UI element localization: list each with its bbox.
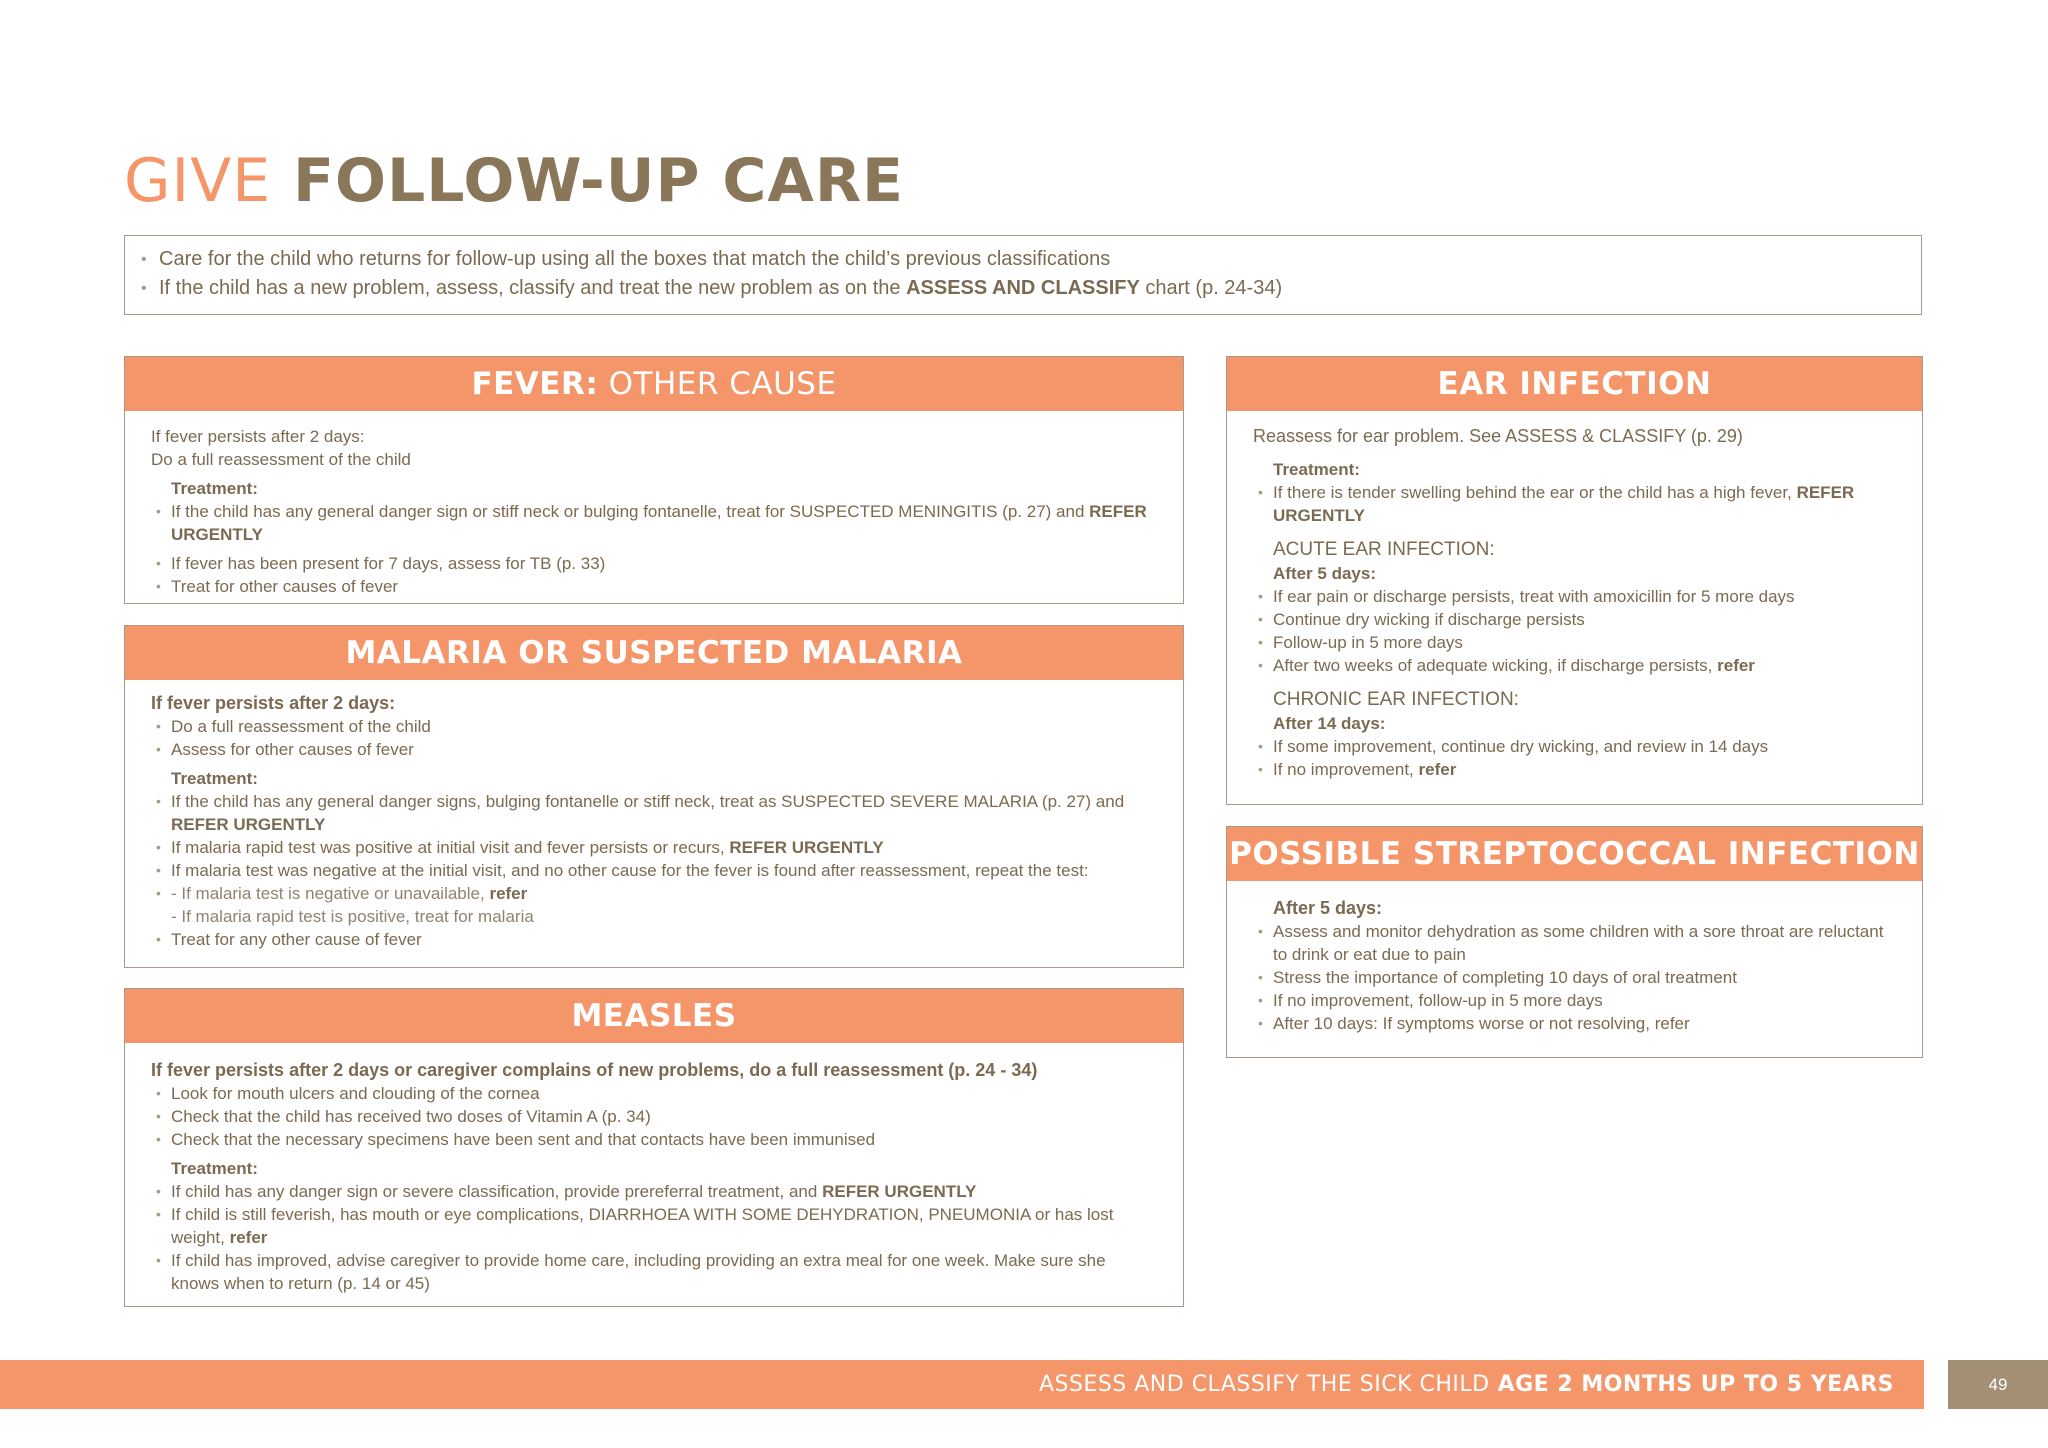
ear-acute-3: • Follow-up in 5 more days [1253, 631, 1896, 654]
measles-panel-header [125, 989, 1183, 1043]
ear-chronic-2-text: If no improvement, [1273, 760, 1414, 779]
ear-acute-2: • Continue dry wicking if discharge persists [1253, 608, 1896, 631]
ear-infection-panel-header [1227, 357, 1922, 411]
ear-chronic-2 [1253, 758, 1896, 781]
ear-chronic-1: • If some improvement, continue dry wicking, and review in 14 days [1253, 735, 1896, 758]
measles-header-text: MEASLES [571, 998, 737, 1034]
strep-infection-panel-header [1227, 827, 1922, 881]
malaria-treatment-2-bold: REFER URGENTLY [729, 838, 884, 857]
strep-infection-panel [1226, 826, 1923, 1058]
fever-panel-body [125, 411, 1183, 598]
strep-item-2: • Stress the importance of completing 10 days of oral treatment [1253, 966, 1896, 989]
malaria-treatment-4-text: - If malaria test is negative or unavailable, [171, 884, 485, 903]
measles-lead: If fever persists after 2 days or caregiver complains of new problems, do a full reassessment (p. 24 - 34) [151, 1060, 1038, 1080]
malaria-lead: If fever persists after 2 days: [151, 693, 396, 713]
fever-panel [124, 356, 1184, 604]
ear-acute-4-text: After two weeks of adequate wicking, if discharge persists, [1273, 656, 1713, 675]
intro-item-2-text: If the child has a new problem, assess, classify and treat the new problem as on the [159, 277, 901, 299]
page-title [124, 143, 904, 219]
ear-treatment-1-text: If there is tender swelling behind the ear or the child has a high fever, [1273, 483, 1792, 502]
malaria-panel-header [125, 626, 1183, 680]
intro-item-2-post: chart (p. 24-34) [1145, 277, 1283, 299]
intro-box [124, 235, 1922, 315]
malaria-panel-body [125, 680, 1183, 951]
ear-acute-list [1253, 585, 1896, 677]
measles-treatment-list [151, 1180, 1157, 1295]
malaria-assess-2: • Assess for other causes of fever [151, 738, 1157, 761]
malaria-treatment-2-text: If malaria rapid test was positive at initial visit and fever persists or recurs, [171, 838, 725, 857]
fever-treatment-1-bold: REFER URGENTLY [171, 502, 1147, 544]
ear-acute-1: • If ear pain or discharge persists, treat with amoxicillin for 5 more days [1253, 585, 1896, 608]
ear-chronic-list [1253, 735, 1896, 781]
ear-chronic-2-bold: refer [1418, 760, 1457, 779]
ear-acute-after: After 5 days: [1273, 564, 1376, 583]
malaria-treatment-4-bold: refer [489, 884, 528, 903]
strep-item-1: • Assess and monitor dehydration as some children with a sore throat are reluctant to drink or eat due to pain [1253, 920, 1896, 966]
ear-treatment-1-bold: REFER URGENTLY [1273, 483, 1855, 525]
malaria-header-text: MALARIA OR SUSPECTED MALARIA [345, 635, 963, 671]
measles-treatment-1-text: If child has any danger sign or severe classification, provide prereferral treatment, and [171, 1182, 818, 1201]
fever-treatment-list [151, 500, 1157, 598]
ear-acute-4-bold: refer [1717, 656, 1755, 675]
fever-header-bold: FEVER: [471, 366, 599, 402]
malaria-assess-1: • Do a full reassessment of the child [151, 715, 1157, 738]
measles-panel-body [125, 1043, 1183, 1295]
measles-treatment-2 [151, 1203, 1157, 1249]
malaria-treatment-1 [151, 790, 1157, 836]
fever-treatment-2: • If fever has been present for 7 days, assess for TB (p. 33) [151, 552, 1157, 575]
ear-acute-4 [1253, 654, 1896, 677]
measles-treatment-2-text: If child is still feverish, has mouth or eye complications, DIARRHOEA WITH SOME DEHYDRATION, PNEUMONIA or has lost weight, [171, 1205, 1114, 1247]
ear-chronic-heading: CHRONIC EAR INFECTION: [1273, 689, 1519, 710]
measles-assess-1: • Look for mouth ulcers and clouding of the cornea [151, 1082, 1157, 1105]
ear-chronic-after: After 14 days: [1273, 714, 1386, 733]
intro-item-2-bold: ASSESS AND CLASSIFY [906, 277, 1140, 299]
measles-treatment-label: Treatment: [171, 1159, 258, 1178]
measles-assess-3: • Check that the necessary specimens have been sent and that contacts have been immunised [151, 1128, 1157, 1151]
measles-treatment-2-bold: refer [229, 1228, 268, 1247]
strep-item-3: • If no improvement, follow-up in 5 more days [1253, 989, 1896, 1012]
strep-header-text: POSSIBLE STREPTOCOCCAL INFECTION [1229, 836, 1920, 872]
measles-panel [124, 988, 1184, 1307]
fever-treatment-1-text: If the child has any general danger sign or stiff neck or bulging fontanelle, treat for SUSPECTED MENINGITIS (p. 27) and [171, 502, 1085, 521]
fever-line-1: If fever persists after 2 days: [151, 427, 365, 446]
measles-treatment-3: • If child has improved, advise caregiver to provide home care, including providing an extra meal for one week. Make sure she knows when to return (p. 14 or 45) [151, 1249, 1157, 1295]
measles-assess-list [151, 1082, 1157, 1151]
page-number: 49 [1948, 1360, 2048, 1409]
malaria-assess-list [151, 715, 1157, 761]
ear-lead: Reassess for ear problem. See ASSESS & CLASSIFY (p. 29) [1253, 426, 1743, 446]
malaria-panel [124, 625, 1184, 968]
ear-infection-panel-body [1227, 411, 1922, 781]
malaria-treatment-1-and: and [1095, 792, 1125, 811]
fever-treatment-label: Treatment: [171, 479, 258, 498]
ear-acute-heading: ACUTE EAR INFECTION: [1273, 539, 1495, 560]
intro-item-1-text: Care for the child who returns for follow-up using all the boxes that match the child’s previous classifications [159, 248, 1111, 270]
fever-panel-header [125, 357, 1183, 411]
malaria-treatment-2 [151, 836, 1157, 859]
malaria-treatment-label: Treatment: [171, 769, 258, 788]
ear-treatment-label: Treatment: [1273, 460, 1360, 479]
intro-list [141, 245, 1905, 303]
malaria-treatment-1-bold: REFER URGENTLY [171, 815, 326, 834]
fever-treatment-3: • Treat for other causes of fever [151, 575, 1157, 598]
malaria-treatment-list [151, 790, 1157, 951]
strep-after: After 5 days: [1273, 898, 1383, 918]
malaria-treatment-5: - If malaria rapid test is positive, treat for malaria [171, 907, 534, 926]
measles-treatment-1 [151, 1180, 1157, 1203]
footer-light-text: ASSESS AND CLASSIFY THE SICK CHILD [1038, 1372, 1490, 1397]
ear-treatment-list [1253, 481, 1896, 527]
strep-infection-panel-body [1227, 881, 1922, 1035]
malaria-treatment-6: • Treat for any other cause of fever [151, 928, 1157, 951]
ear-header-text: EAR INFECTION [1437, 366, 1712, 402]
strep-item-4: • After 10 days: If symptoms worse or not resolving, refer [1253, 1012, 1896, 1035]
ear-treatment-1 [1253, 481, 1896, 527]
fever-header-light: OTHER CAUSE [608, 366, 837, 402]
measles-assess-2: • Check that the child has received two doses of Vitamin A (p. 34) [151, 1105, 1157, 1128]
malaria-treatment-3: • If malaria test was negative at the initial visit, and no other cause for the fever is found after reassessment, repeat the test: [151, 859, 1157, 882]
intro-item-1 [141, 245, 1905, 274]
malaria-treatment-1-text: If the child has any general danger signs, bulging fontanelle or stiff neck, treat as SUSPECTED SEVERE MALARIA (p. 27) [171, 792, 1092, 811]
intro-item-2 [141, 274, 1905, 303]
strep-list [1253, 920, 1896, 1035]
fever-treatment-1 [151, 500, 1157, 546]
ear-infection-panel [1226, 356, 1923, 805]
footer-bar [0, 1360, 1924, 1409]
footer-bold-text: AGE 2 MONTHS UP TO 5 YEARS [1497, 1372, 1894, 1397]
measles-treatment-1-bold: REFER URGENTLY [822, 1182, 977, 1201]
fever-line-2: Do a full reassessment of the child [151, 450, 411, 469]
malaria-treatment-4 [151, 882, 1157, 905]
page-title-bold: FOLLOW-UP CARE [293, 146, 904, 216]
page-title-light: GIVE [124, 146, 272, 216]
